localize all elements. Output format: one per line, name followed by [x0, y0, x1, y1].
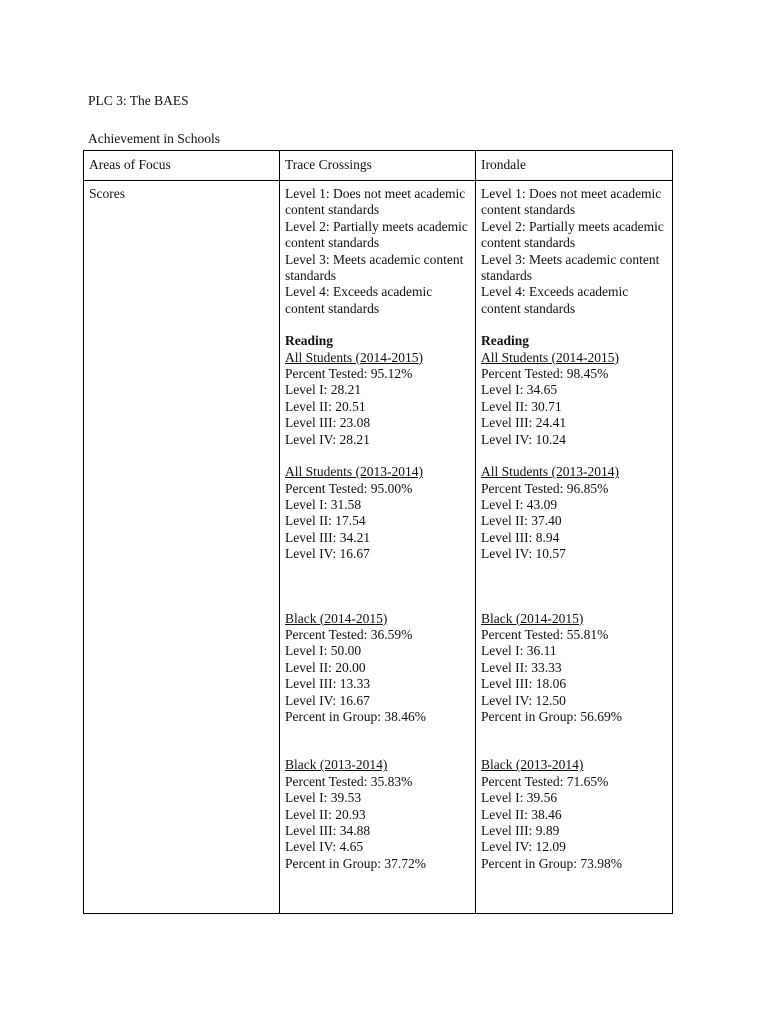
stat-line: Level IV: 10.57: [481, 546, 566, 562]
stat-line: Percent in Group: 37.72%: [285, 855, 426, 871]
levels-legend-item: Level 3: Meets academic content standards: [285, 251, 464, 284]
achievement-table: [83, 150, 673, 914]
stat-line: Level I: 43.09: [481, 496, 558, 512]
stat-line: Percent in Group: 56.69%: [481, 708, 622, 724]
stat-line: Level I: 39.56: [481, 790, 558, 806]
irondale-cell: [476, 181, 673, 914]
trace-crossings-cell: [280, 181, 476, 914]
stat-line: Level IV: 12.09: [481, 839, 566, 855]
levels-legend-item: Level 1: Does not meet academic content standards: [285, 186, 466, 218]
stat-line: Level II: 38.46: [481, 806, 562, 822]
stat-line: Level III: 9.89: [481, 823, 560, 838]
group-title: All Students (2013-2014): [285, 464, 423, 480]
stat-line: Level III: 8.94: [481, 529, 560, 545]
stat-line: Percent Tested: 96.85%: [481, 480, 609, 496]
stat-line: Level II: 33.33: [481, 659, 562, 675]
stat-line: Level II: 20.93: [285, 806, 366, 822]
levels-legend-item: Level 4: Exceeds academic content standards: [285, 284, 433, 316]
stat-line: Level III: 13.33: [285, 676, 371, 692]
stat-line: Level III: 24.41: [481, 415, 567, 431]
stat-line: Level I: 50.00: [285, 643, 362, 659]
group-title: All Students (2013-2014): [481, 464, 619, 480]
group-title: Black (2014-2015): [285, 610, 388, 626]
stat-line: Level II: 37.40: [481, 513, 562, 529]
section-heading: Achievement in Schools: [88, 131, 220, 146]
group-title: Black (2014-2015): [481, 610, 584, 626]
stat-line: Level III: 34.88: [285, 823, 371, 838]
header-irondale: Irondale: [476, 151, 673, 181]
levels-legend-item: Level 2: Partially meets academic content standards: [285, 218, 468, 251]
stat-line: Level IV: 10.24: [481, 431, 566, 447]
levels-legend-item: Level 4: Exceeds academic content standards: [481, 284, 629, 316]
stat-line: Level I: 31.58: [285, 496, 362, 512]
levels-legend-item: Level 1: Does not meet academic content standards: [481, 186, 662, 218]
reading-heading: Reading: [285, 333, 334, 349]
stat-line: Level IV: 4.65: [285, 839, 364, 855]
reading-heading: Reading: [481, 333, 530, 349]
stat-line: Level III: 34.21: [285, 529, 371, 545]
group-title: Black (2013-2014): [481, 757, 584, 773]
stat-line: Level IV: 16.67: [285, 692, 370, 708]
stat-line: Level IV: 28.21: [285, 431, 370, 447]
header-trace-crossings: Trace Crossings: [280, 151, 476, 181]
stat-line: Percent in Group: 73.98%: [481, 855, 622, 871]
stat-line: Percent Tested: 36.59%: [285, 626, 413, 642]
stat-line: Percent Tested: 55.81%: [481, 626, 609, 642]
stat-line: Level IV: 16.67: [285, 546, 370, 562]
group-title: All Students (2014-2015): [285, 349, 423, 365]
stat-line: Level III: 23.08: [285, 415, 371, 431]
stat-line: Percent Tested: 95.12%: [285, 366, 413, 382]
stat-line: Level I: 36.11: [481, 643, 557, 659]
stat-line: Percent Tested: 35.83%: [285, 773, 413, 789]
stat-line: Percent Tested: 71.65%: [481, 773, 609, 789]
stat-line: Level II: 30.71: [481, 398, 562, 414]
stat-line: Level II: 20.00: [285, 659, 366, 675]
group-title: All Students (2014-2015): [481, 349, 619, 365]
levels-legend-item: Level 2: Partially meets academic content standards: [481, 218, 664, 251]
stat-line: Level II: 17.54: [285, 513, 366, 529]
stat-line: Level I: 34.65: [481, 382, 558, 398]
table-row-scores: [84, 181, 673, 914]
row-label-scores: Scores: [84, 181, 280, 914]
stat-line: Level II: 20.51: [285, 398, 366, 414]
stat-line: Level IV: 12.50: [481, 692, 566, 708]
stat-line: Percent Tested: 95.00%: [285, 480, 413, 496]
header-areas-of-focus: Areas of Focus: [84, 151, 280, 181]
stat-line: Percent in Group: 38.46%: [285, 708, 426, 724]
stat-line: Level III: 18.06: [481, 676, 567, 692]
stat-line: Level I: 39.53: [285, 790, 362, 806]
table-header-row: [84, 151, 673, 181]
levels-legend-item: Level 3: Meets academic content standards: [481, 251, 660, 284]
stat-line: Level I: 28.21: [285, 382, 362, 398]
group-title: Black (2013-2014): [285, 757, 388, 773]
stat-line: Percent Tested: 98.45%: [481, 366, 609, 382]
page-title: PLC 3: The BAES: [88, 93, 189, 108]
